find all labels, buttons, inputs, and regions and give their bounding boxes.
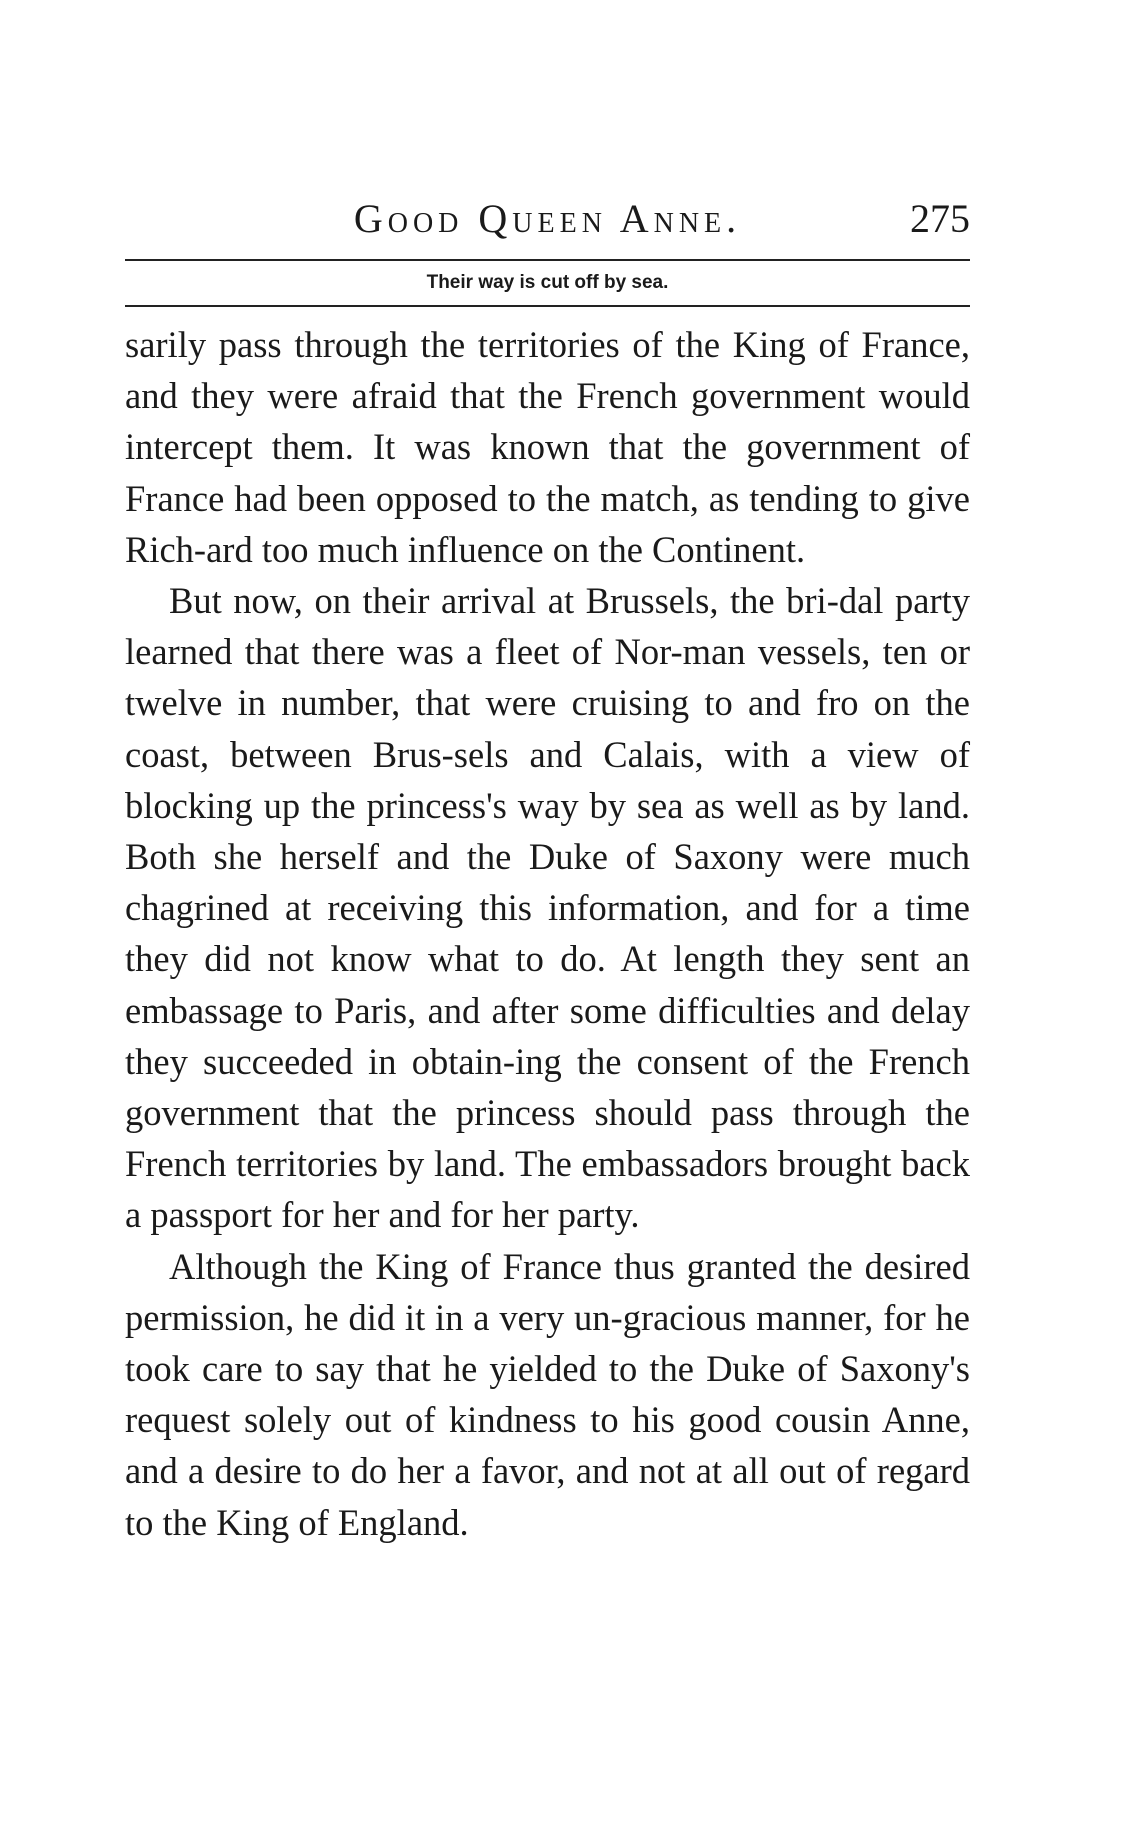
header-rule-bottom bbox=[125, 305, 970, 307]
body-text bbox=[125, 319, 970, 1548]
paragraph-1: sarily pass through the territories of the King of France, and they were afraid that the French government would intercept them. It was known that the government of France had been opposed to the match, as tending to give Rich-ard too much influence on the Continent. bbox=[125, 324, 970, 570]
book-page bbox=[125, 195, 970, 1548]
running-head bbox=[125, 195, 970, 255]
running-title: Good Queen Anne. bbox=[353, 196, 742, 241]
page-subheading: Their way is cut off by sea. bbox=[426, 272, 669, 293]
paragraph-3: Although the King of France thus granted the desired permission, he did it in a very un-gracious manner, for he took care to say that he yielded to the Duke of Saxony's request solely out of kindness to his good cousin Anne, and a desire to do her a favor, and not at all out of regard to the King of England. bbox=[125, 1245, 970, 1543]
paragraph-2: But now, on their arrival at Brussels, the bri-dal party learned that there was a fleet of Nor-man vessels, ten or twelve in number, that were cruising to and fro on the coast, between Brus-sels and Calais, with a view of blocking up the princess's way by sea as well as by land. Both she herself and the Duke of Saxony were much chagrined at receiving this information, and for a time they did not know what to do. At length they sent an embassage to Paris, and after some difficulties and delay they succeeded in obtain-ing the consent of the French government that the princess should pass through the French territories by land. The embassadors brought back a passport for her and for her party. bbox=[125, 580, 970, 1236]
page-number: 275 bbox=[910, 196, 970, 241]
